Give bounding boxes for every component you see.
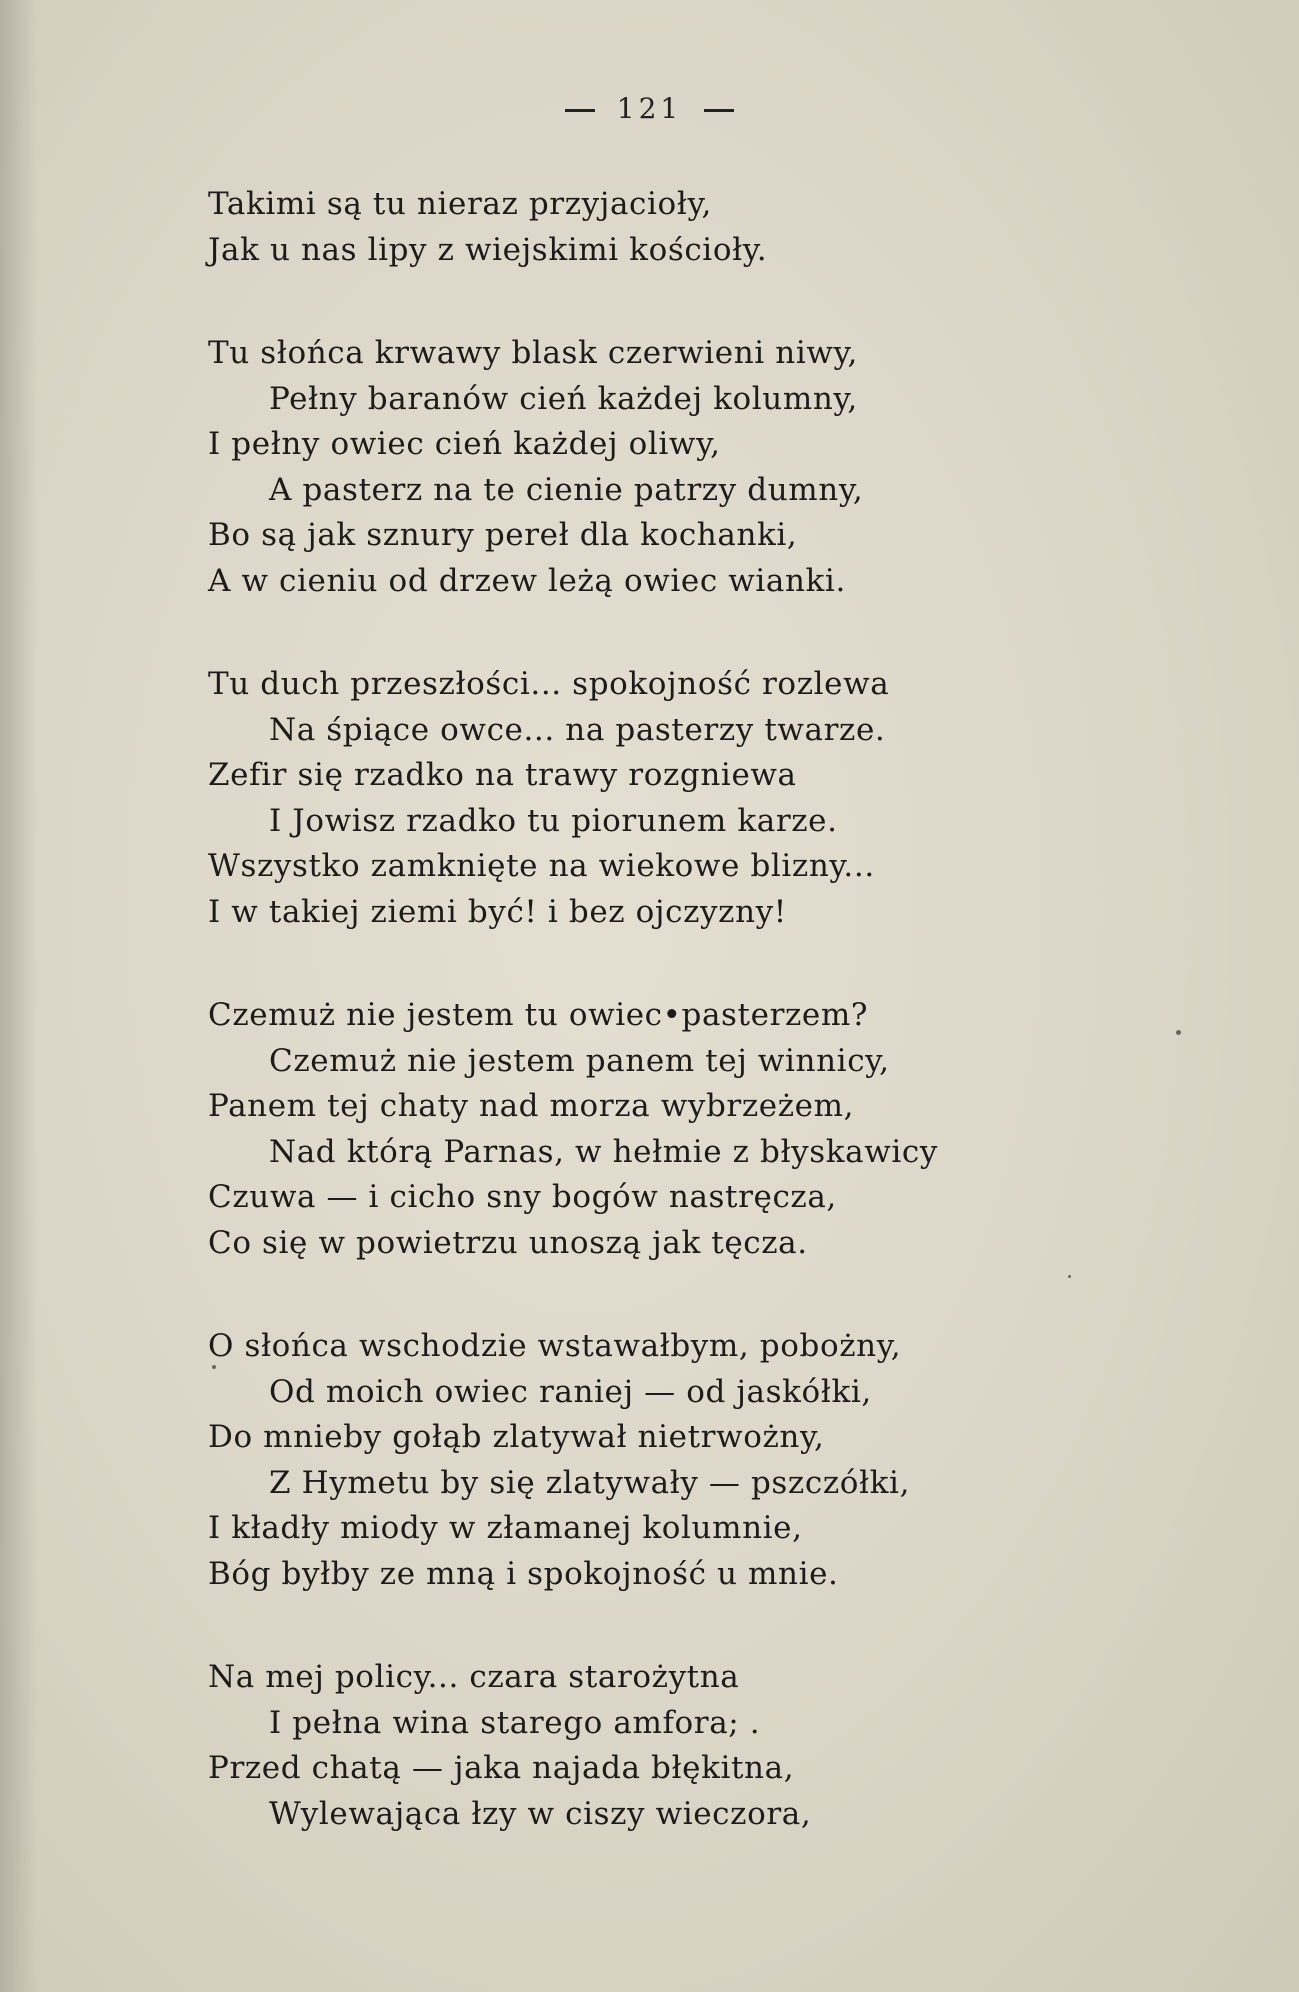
poem-line: Od moich owiec raniej — od jaskółki, <box>269 1373 872 1410</box>
poem-line: I kładły miody w złamanej kolumnie, <box>208 1510 803 1546</box>
poem-line: Czuwa — i cicho sny bogów nastręcza, <box>208 1179 837 1215</box>
poem-line: Z Hymetu by się zlatywały — pszczółki, <box>269 1464 911 1501</box>
poem-line: Co się w powietrzu unoszą jak tęcza. <box>208 1224 808 1261</box>
poem-line: Bo są jak sznury pereł dla kochanki, <box>208 517 798 553</box>
poem-body <box>208 182 1258 1895</box>
poem-line: Wszystko zamknięte na wiekowe blizny... <box>208 848 875 884</box>
poem-line: Na mej policy... czara starożytna <box>208 1659 740 1695</box>
paper-speck <box>1068 1275 1071 1278</box>
poem-line: I w takiej ziemi być! i bez ojczyzny! <box>208 893 787 930</box>
page-gutter-shadow <box>0 0 38 1992</box>
poem-line: Czemuż nie jestem tu owiec•pasterzem? <box>208 997 869 1033</box>
stanza <box>208 662 1258 935</box>
poem-line: Przed chatą — jaka najada błękitna, <box>208 1750 795 1786</box>
poem-line: Czemuż nie jestem panem tej winnicy, <box>269 1042 890 1079</box>
stanza <box>208 993 1258 1266</box>
poem-line: Zefir się rzadko na trawy rozgniewa <box>208 757 797 793</box>
poem-line: A w cieniu od drzew leżą owiec wianki. <box>208 562 846 599</box>
poem-line: Nad którą Parnas, w hełmie z błyskawicy <box>269 1133 938 1170</box>
page-number-left-dash <box>565 109 595 112</box>
poem-line: Panem tej chaty nad morza wybrzeżem, <box>208 1088 855 1124</box>
stanza <box>208 182 1258 273</box>
poem-line: Wylewająca łzy w ciszy wieczora, <box>269 1795 812 1832</box>
poem-line: Bóg byłby ze mną i spokojność u mnie. <box>208 1555 839 1592</box>
page-number-right-dash <box>704 109 734 112</box>
poem-line: Do mnieby gołąb zlatywał nietrwożny, <box>208 1419 825 1455</box>
poem-line: I pełny owiec cień każdej oliwy, <box>208 426 721 462</box>
paper-speck <box>212 1365 216 1369</box>
paper-speck <box>1176 1030 1181 1035</box>
poem-line: I Jowisz rzadko tu piorunem karze. <box>269 802 838 839</box>
poem-line: I pełna wina starego amfora; . <box>269 1704 761 1741</box>
poem-line: Na śpiące owce... na pasterzy twarze. <box>269 711 886 748</box>
poem-line: A pasterz na te cienie patrzy dumny, <box>269 471 864 508</box>
poem-line: Tu słońca krwawy blask czerwieni niwy, <box>208 335 858 371</box>
page-number: 121 <box>616 92 683 125</box>
stanza <box>208 1324 1258 1597</box>
stanza <box>208 331 1258 604</box>
poem-line: Jak u nas lipy z wiejskimi kościoły. <box>208 231 768 268</box>
page-number-header <box>0 92 1299 125</box>
poem-line: O słońca wschodzie wstawałbym, pobożny, <box>208 1328 902 1364</box>
poem-line: Pełny baranów cień każdej kolumny, <box>269 380 858 417</box>
poem-line: Tu duch przeszłości... spokojność rozlewa <box>208 666 890 702</box>
poem-line: Takimi są tu nieraz przyjacioły, <box>208 186 712 222</box>
stanza <box>208 1655 1258 1837</box>
